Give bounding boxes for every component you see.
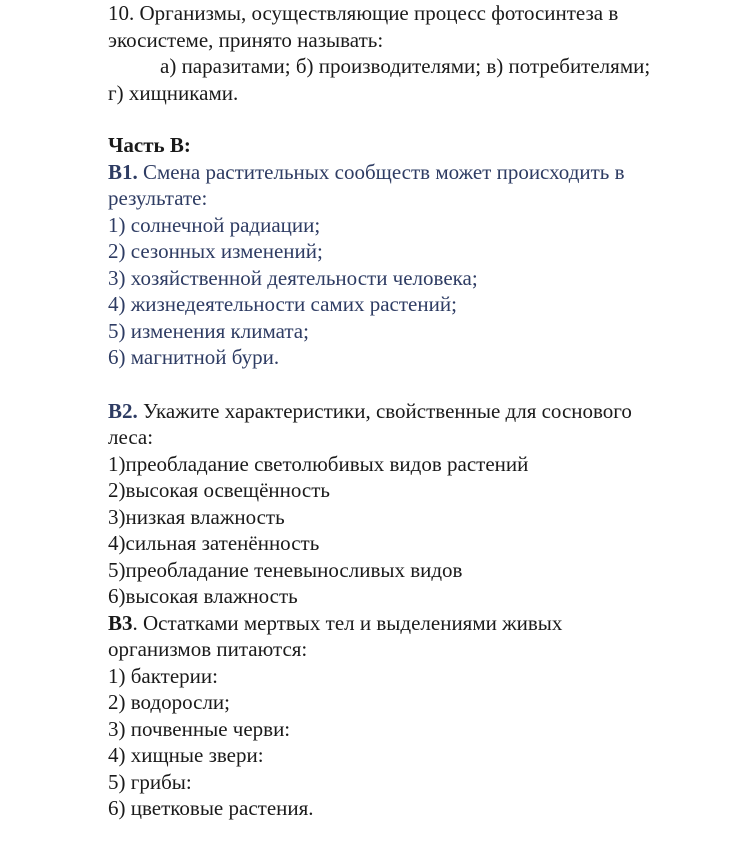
part-b-title: Часть В: — [108, 133, 191, 157]
question-b2-text: Укажите характеристики, свойственные для соснового — [137, 398, 632, 423]
question-b3-number: В3 — [108, 610, 133, 635]
option-b1-5: 5) изменения климата; — [108, 318, 309, 343]
option-b3-6: 6) цветковые растения. — [108, 796, 314, 820]
question-10-line-2: экосистеме, принято называть: — [108, 27, 384, 52]
question-10-answers: а) паразитами; б) производителями; в) потребителями; — [160, 54, 651, 78]
question-b1-text: Смена растительных сообществ может происходить в — [137, 159, 625, 184]
option-b2-6: 6)высокая влажность — [108, 584, 298, 608]
question-b2 — [108, 398, 738, 610]
option-b1-2: 2) сезонных изменений; — [108, 239, 323, 263]
question-b3-text: . Остатками мертвых тел и выделениями живых — [132, 610, 563, 635]
option-b3-2: 2) водоросли; — [108, 690, 230, 714]
document-page — [108, 0, 738, 822]
option-b1-6: 6) магнитной бури. — [108, 345, 280, 369]
option-b3-1: 1) бактерии: — [108, 663, 218, 688]
option-b1-1: 1) солнечной радиации; — [108, 212, 321, 237]
question-b2-text-cont: леса: — [108, 425, 154, 449]
question-b1 — [108, 159, 738, 371]
option-b2-3: 3)низкая влажность — [108, 504, 285, 529]
question-b3 — [108, 610, 738, 822]
question-b1-number: В1. — [108, 159, 138, 184]
question-b3-text-cont: организмов питаются: — [108, 637, 308, 661]
question-10 — [108, 0, 738, 106]
option-b3-5: 5) грибы: — [108, 769, 192, 794]
option-b2-5: 5)преобладание теневыносливых видов — [108, 557, 463, 582]
option-b2-4: 4)сильная затенённость — [108, 531, 320, 555]
option-b1-3: 3) хозяйственной деятельности человека; — [108, 265, 478, 290]
question-10-answers-cont: г) хищниками. — [108, 80, 239, 105]
option-b2-2: 2)высокая освещённость — [108, 478, 330, 502]
question-b2-number: В2. — [108, 398, 138, 423]
option-b2-1: 1)преобладание светолюбивых видов растений — [108, 451, 529, 476]
option-b3-4: 4) хищные звери: — [108, 743, 264, 767]
question-b1-text-cont: результате: — [108, 186, 208, 210]
option-b3-3: 3) почвенные черви: — [108, 716, 291, 741]
question-10-line-1: 10. Организмы, осуществляющие процесс фотосинтеза в — [108, 1, 619, 25]
option-b1-4: 4) жизнедеятельности самих растений; — [108, 292, 457, 316]
